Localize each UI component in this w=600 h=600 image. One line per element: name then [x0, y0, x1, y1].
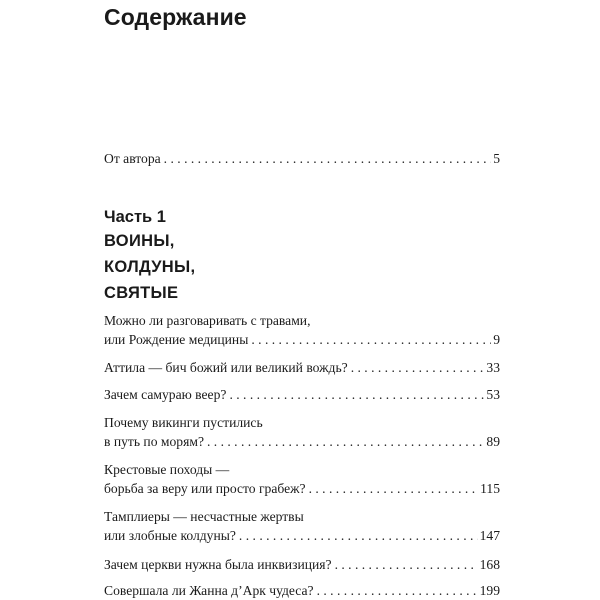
toc-entry-title-line: Тамплиеры — несчастные жертвы — [104, 509, 304, 524]
toc-entry-title-line: Аттила — бич божий или великий вождь? — [104, 360, 348, 375]
toc-entry-title-line: или Рождение медицины — [104, 332, 249, 347]
toc-page-number: 33 — [486, 360, 500, 375]
toc-entry-title-line: в путь по морям? — [104, 434, 204, 449]
dot-leader — [164, 149, 492, 168]
toc-page-number: 115 — [480, 481, 500, 496]
toc-page-number: 168 — [479, 557, 500, 572]
toc-entry[interactable] — [104, 311, 500, 349]
part-title-line: КОЛДУНЫ, — [104, 258, 196, 276]
toc-entry-title-line: Совершала ли Жанна д’Арк чудеса? — [104, 583, 314, 598]
toc-page-number: 9 — [493, 332, 500, 347]
dot-leader — [251, 330, 491, 349]
toc-entry-title-line: Крестовые походы — — [104, 462, 230, 477]
toc-entry[interactable] — [104, 413, 500, 451]
toc-line — [104, 581, 500, 600]
toc-line — [104, 358, 500, 377]
dot-leader — [335, 555, 478, 574]
part-label: Часть 1 — [104, 208, 166, 226]
toc-entry-title-line: борьба за веру или просто грабеж? — [104, 481, 306, 496]
toc-line — [104, 479, 500, 498]
dot-leader — [207, 432, 484, 451]
dot-leader — [317, 581, 478, 600]
toc-page-number: 89 — [486, 434, 500, 449]
dot-leader — [229, 385, 484, 404]
toc-line — [104, 385, 500, 404]
toc-entry[interactable] — [104, 555, 500, 574]
dot-leader — [309, 479, 479, 498]
toc-entry-title-line: Зачем самураю веер? — [104, 387, 227, 402]
part-heading — [104, 206, 195, 306]
toc-entry-preface[interactable] — [104, 149, 500, 168]
toc-entry-title-line: или злобные колдуны? — [104, 528, 236, 543]
dot-leader — [239, 526, 478, 545]
part-title-line: ВОИНЫ, — [104, 232, 175, 250]
toc-page-number: 5 — [493, 151, 500, 166]
toc-entry[interactable] — [104, 358, 500, 377]
toc-line — [104, 555, 500, 574]
toc-entry-title-line: Почему викинги пустились — [104, 415, 263, 430]
toc-page-number: 53 — [486, 387, 500, 402]
part-title-line: СВЯТЫЕ — [104, 284, 179, 302]
toc-line — [104, 330, 500, 349]
toc-entry-title-line: Можно ли разговаривать с травами, — [104, 313, 311, 328]
toc-page-number: 199 — [479, 583, 500, 598]
toc-entry-title: От автора — [104, 151, 161, 166]
toc-entry[interactable] — [104, 507, 500, 545]
toc-entry[interactable] — [104, 385, 500, 404]
toc-page-number: 147 — [479, 528, 500, 543]
toc-entry-title-line: Зачем церкви нужна была инквизиция? — [104, 557, 332, 572]
toc-line — [104, 526, 500, 545]
dot-leader — [351, 358, 485, 377]
toc-entry[interactable] — [104, 581, 500, 600]
toc-line — [104, 432, 500, 451]
toc-line — [104, 149, 500, 168]
page-title: Содержание — [104, 4, 247, 30]
toc-entry[interactable] — [104, 460, 500, 498]
